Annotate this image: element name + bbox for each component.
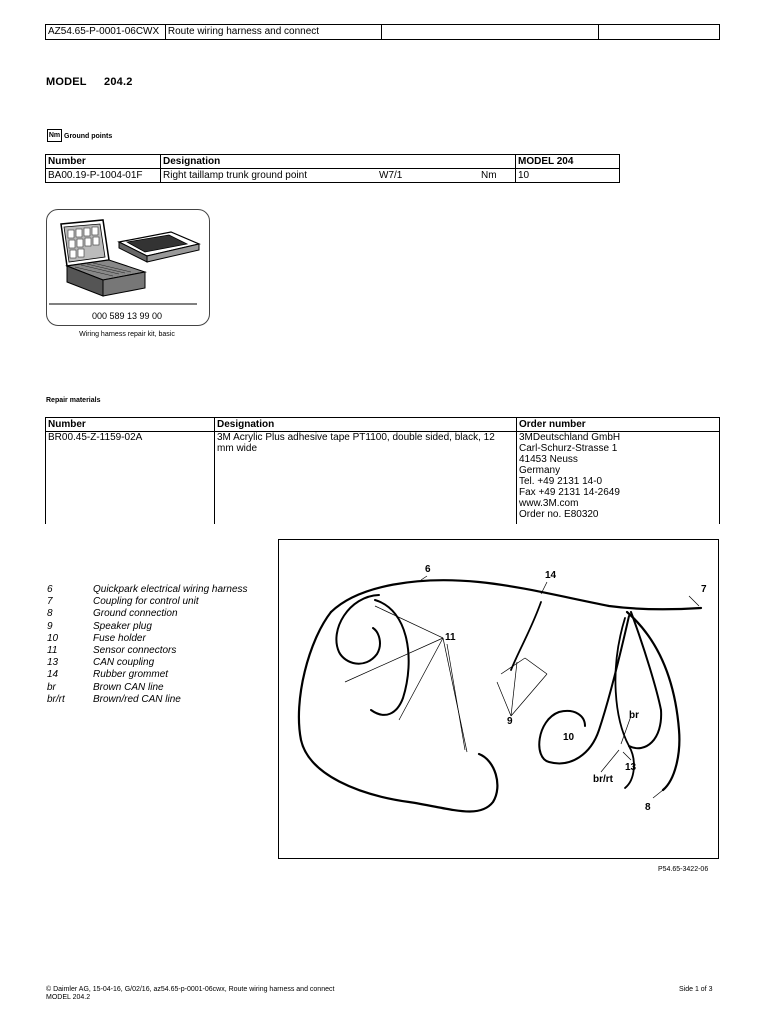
legend-key: br/rt bbox=[47, 693, 65, 705]
callout-8: 8 bbox=[645, 802, 651, 813]
ground-point-designation: Right taillamp trunk ground point bbox=[163, 170, 307, 181]
legend-text: Speaker plug bbox=[93, 620, 152, 632]
callout-br-rt: br/rt bbox=[593, 774, 613, 785]
legend-item bbox=[47, 645, 248, 657]
column-header: Designation bbox=[215, 418, 517, 432]
ground-points-table bbox=[45, 154, 620, 183]
order-line: 41453 Neuss bbox=[519, 454, 578, 465]
document-header-table bbox=[45, 24, 720, 40]
callout-11: 11 bbox=[445, 632, 456, 643]
legend-key: 14 bbox=[47, 669, 59, 681]
page-number: Side 1 of 3 bbox=[679, 986, 713, 993]
repair-materials-label: Repair materials bbox=[46, 397, 101, 404]
legend-text: CAN coupling bbox=[93, 657, 155, 669]
tool-caption: Wiring harness repair kit, basic bbox=[79, 331, 175, 338]
torque-nm-icon: Nm bbox=[47, 129, 62, 142]
order-line: Carl-Schurz-Strasse 1 bbox=[519, 443, 618, 454]
diagram-legend bbox=[47, 584, 248, 706]
model-heading bbox=[46, 76, 133, 88]
order-line: 3MDeutschland GmbH bbox=[519, 432, 621, 443]
model-value: 204.2 bbox=[104, 76, 133, 88]
legend-key: br bbox=[47, 681, 56, 693]
legend-key: 7 bbox=[47, 596, 53, 608]
callout-9: 9 bbox=[507, 716, 513, 727]
legend-text: Quickpark electrical wiring harness bbox=[93, 584, 248, 595]
ground-point-torque-value: 10 bbox=[516, 169, 620, 183]
document-id: AZ54.65-P-0001-06CWX bbox=[46, 25, 166, 40]
tool-image-frame bbox=[46, 209, 210, 326]
legend-key: 10 bbox=[47, 632, 59, 644]
callout-10: 10 bbox=[563, 732, 575, 743]
legend-text: Fuse holder bbox=[93, 632, 146, 644]
legend-text: Coupling for control unit bbox=[93, 596, 199, 608]
legend-key: 9 bbox=[47, 620, 53, 632]
callout-7: 7 bbox=[701, 584, 707, 595]
legend-item bbox=[47, 608, 248, 620]
column-header: Number bbox=[46, 418, 215, 432]
column-header: Designation bbox=[161, 155, 516, 169]
header-cell-empty-2 bbox=[599, 25, 720, 40]
order-line: Fax +49 2131 14-2649 bbox=[519, 487, 620, 498]
table-header-row bbox=[46, 155, 620, 169]
order-line: Germany bbox=[519, 465, 561, 476]
footer-left bbox=[46, 986, 334, 1002]
order-line: www.3M.com bbox=[519, 498, 579, 509]
material-order-cell bbox=[517, 432, 720, 525]
legend-text: Ground connection bbox=[93, 608, 178, 620]
table-row bbox=[46, 432, 720, 525]
legend-item bbox=[47, 621, 248, 633]
ground-point-number: BA00.19-P-1004-01F bbox=[46, 169, 161, 183]
legend-item bbox=[47, 584, 248, 596]
legend-item bbox=[47, 669, 248, 681]
figure-id: P54.65-3422-06 bbox=[658, 866, 709, 873]
repair-kit-case-image bbox=[47, 210, 209, 310]
repair-materials-table bbox=[45, 417, 720, 524]
legend-item bbox=[47, 657, 248, 669]
legend-text: Brown/red CAN line bbox=[93, 693, 181, 705]
table-row bbox=[46, 169, 620, 183]
material-number: BR00.45-Z-1159-02A bbox=[46, 432, 215, 525]
document-title: Route wiring harness and connect bbox=[165, 25, 382, 40]
legend-item bbox=[47, 596, 248, 608]
header-cell-empty-1 bbox=[382, 25, 599, 40]
order-line: Order no. E80320 bbox=[519, 509, 599, 520]
legend-text: Sensor connectors bbox=[93, 645, 177, 657]
ground-point-unit: Nm bbox=[481, 170, 497, 181]
legend-text: Rubber grommet bbox=[93, 669, 169, 681]
ground-point-designation-cell bbox=[161, 169, 516, 183]
column-header: Order number bbox=[517, 418, 720, 432]
wiring-harness-drawing bbox=[279, 540, 718, 858]
callout-br: br bbox=[629, 710, 639, 721]
material-designation: 3M Acrylic Plus adhesive tape PT1100, double sided, black, 12 mm wide bbox=[215, 432, 517, 525]
wiring-harness-diagram bbox=[278, 539, 719, 859]
column-header: MODEL 204 bbox=[516, 155, 620, 169]
legend-key: 6 bbox=[47, 584, 53, 595]
tool-number: 000 589 13 99 00 bbox=[91, 311, 163, 321]
legend-item bbox=[47, 694, 248, 706]
callout-6: 6 bbox=[425, 564, 431, 575]
legend-key: 8 bbox=[47, 608, 53, 620]
footer-model: MODEL 204.2 bbox=[46, 994, 91, 1001]
legend-key: 11 bbox=[47, 645, 58, 657]
order-line: Tel. +49 2131 14-0 bbox=[519, 476, 603, 487]
callout-14: 14 bbox=[545, 570, 557, 581]
legend-text: Brown CAN line bbox=[93, 681, 164, 693]
table-header-row bbox=[46, 418, 720, 432]
legend-item bbox=[47, 633, 248, 645]
callout-13: 13 bbox=[625, 762, 637, 773]
column-header: Number bbox=[46, 155, 161, 169]
ground-point-ref: W7/1 bbox=[379, 170, 403, 181]
legend-item bbox=[47, 682, 248, 694]
legend-key: 13 bbox=[47, 657, 59, 669]
footer-copyright: © Daimler AG, 15-04-16, G/02/16, az54.65-p-0001-06cwx, Route wiring harness and connect bbox=[46, 986, 335, 993]
model-label: MODEL bbox=[46, 76, 87, 88]
ground-points-label: Ground points bbox=[64, 133, 113, 140]
